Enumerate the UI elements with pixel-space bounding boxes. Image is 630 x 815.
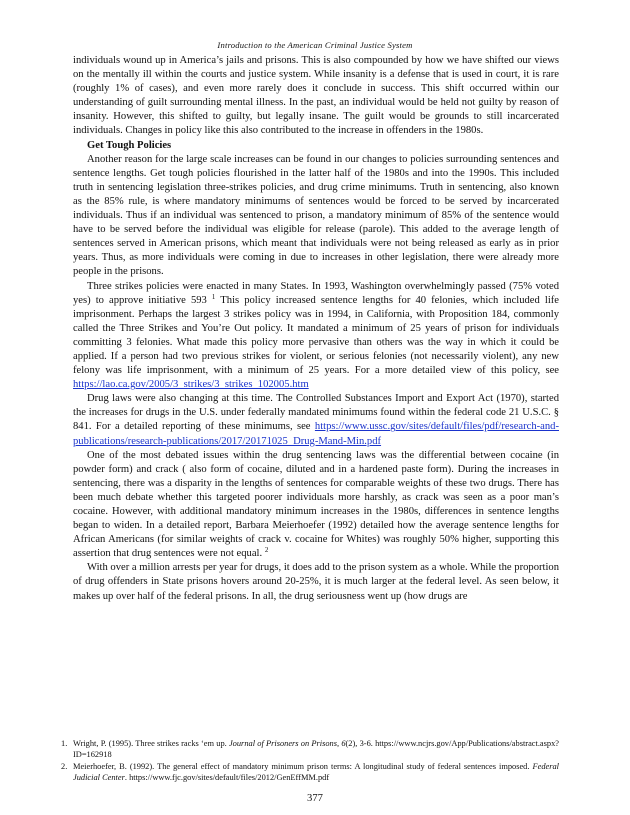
paragraph-3-text-a: Three strikes policies were enacted in many States. In 1993, Washington overwhelmingly passed (75% voted yes) to approve initiative 593 bbox=[73, 280, 559, 306]
paragraph-5 bbox=[73, 449, 559, 562]
running-header: Introduction to the American Criminal Justice System bbox=[217, 40, 413, 50]
paragraph-4 bbox=[73, 392, 559, 448]
footnote-text: Wright, P. (1995). Three strikes racks ‘em up. Journal of Prisoners on Prisons, 6(2), 3-6. https://www.ncjrs.gov/App/Publications/abstract.aspx?ID=162918 bbox=[73, 739, 560, 760]
footnote-text: Meierhoefer, B. (1992). The general effect of mandatory minimum prison terms: A longitudinal study of federal sentences imposed. Federal Judicial Center. https://www.fjc.gov/sites/default/files/2012/GenEffMM.pdf bbox=[73, 761, 559, 783]
paragraph-3-text-b: This policy increased sentence lengths for 40 felonies, which included life imprisonment. Perhaps the largest 3 strikes policy was in 1994, in California, with Proposition 184, commonly called the Three Strikes and You’re Out policy. It mandated a minimum of 25 years of prison for individuals committing 3 felonies. What made this policy more pervasive than others was the way in which it could be applied. If a person had two previous strikes for violent, or serious felonies (not necessarily violent), any new felony was life imprisonment, with a minimum of 25 years. For a more detailed view of this policy, see bbox=[73, 294, 559, 377]
footnote-number: 2. bbox=[61, 761, 68, 771]
paragraph-4-text-a: Drug laws were also changing at this time. The Controlled Substances Import and Export Act (1970), started the increases for drugs in the U.S. under federally mandated minimums found within the federal code 21 U.S.C. § 841. For a detailed reporting of these minimums, see bbox=[73, 393, 559, 433]
footnotes bbox=[61, 738, 559, 784]
footnote-1 bbox=[61, 738, 559, 761]
paragraph-3 bbox=[73, 280, 559, 393]
drug-minimums-link[interactable]: https://www.ussc.gov/sites/default/files/pdf/research-and-publications/research-publications/2017/20171025_Drug-Mand-Min.pdf bbox=[73, 421, 559, 447]
section-heading: Get Tough Policies bbox=[87, 139, 172, 151]
footnote-ref-2[interactable]: 2 bbox=[264, 546, 269, 555]
footnote-number: 1. bbox=[61, 739, 68, 748]
paragraph-5-text: One of the most debated issues within the drug sentencing laws was the differential between cocaine (in powder form) and crack ( also form of cocaine, diluted and in a hardened paste form). During the increases in sentencing, there was a disparity in the lengths of sentences for comparable weights of these two drugs. There has been much debate whether this targeted poorer individuals more harshly, as crack was seen as a poor man’s cocaine. However, with additional mandatory minimum increases in the 1980s, differences in sentence lengths began to widen. In a detailed report, Barbara Meierhoefer (1992) detailed how the average sentence lengths for African Americans (for similar weights of crack v. cocaine for Whites) was roughly 50% higher, supporting this assertion that drug sentences were not equal. bbox=[73, 449, 559, 560]
paragraph-6: With over a million arrests per year for drugs, it does add to the prison system as a whole. While the proportion of drug offenders in State prisons hovers around 20-25%, it is much larger at the federal level. As seen below, it makes up over half of the federal prisons. In all, the drug seriousness went up (how drugs are bbox=[73, 562, 559, 602]
paragraph-2: Another reason for the large scale increases can be found in our changes to policies surrounding sentences and sentence lengths. Get tough policies flourished in the latter half of the 1980s and into the 1990s. This included truth in sentencing legislation three-strikes policies, and drug crime minimums. Truth in sentencing, also known as the 85% rule, is where mandatory minimums of sentences would be forced to be served by incarcerated individuals. Thus if an individual was sentenced to prison, a mandatory minimum of 85% of the sentence would have to be served before the individual was eligible for release (parole). This added to the average length of sentences served in American prisons, which meant that individuals were not being released as early as in prior years. Thus, as more individuals were coming in due to increases in other legislation, there were already more people in the prisons. bbox=[73, 153, 559, 278]
footnote-2 bbox=[61, 761, 559, 784]
page-number: 377 bbox=[307, 793, 323, 804]
footnote-ref-1[interactable]: 1 bbox=[211, 292, 216, 301]
three-strikes-link[interactable]: https://lao.ca.gov/2005/3_strikes/3_strikes_102005.htm bbox=[73, 379, 309, 391]
body-text bbox=[73, 54, 559, 604]
paragraph-1: individuals wound up in America’s jails and prisons. This is also compounded by how we have shifted our views on the mentally ill within the courts and justice system. While insanity is a defense that is used in court, it is rare (roughly 1% of cases), and even more rarely does it conclude in success. This shift occurred within our understanding of guilt surrounding mental illness. In the past, an individual would be held not guilty by reason of insanity. However, this shifted to guilty, but legally insane. The guilt would be grounds to still incarcerated individuals. Changes in policy like this also contributed to the increase in offenders in the 1980s. bbox=[73, 55, 559, 137]
